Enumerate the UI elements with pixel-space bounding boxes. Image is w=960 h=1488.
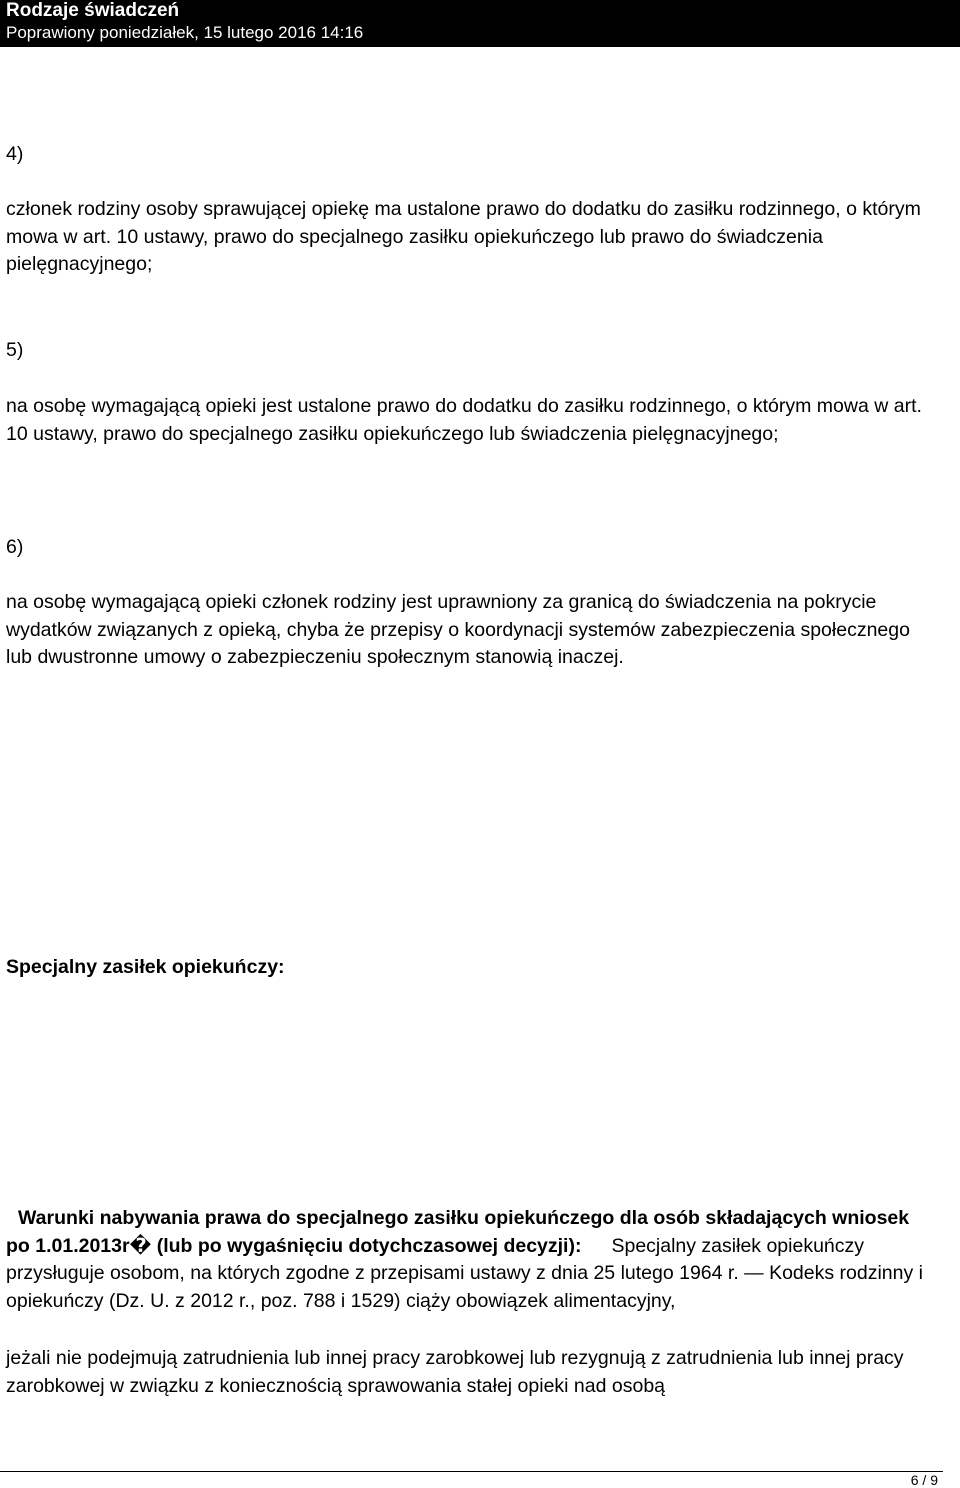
section-heading: Specjalny zasiłek opiekuńczy: bbox=[6, 956, 285, 978]
item-text: na osobę wymagającą opieki jest ustalone prawo do dodatku do zasiłku rodzinnego, o którym mowa w art. 10 ustawy, prawo do specjalnego zasiłku opiekuńczego lub świadczenia pielęgnacyjnego; bbox=[6, 395, 922, 445]
footer-divider bbox=[0, 1471, 943, 1472]
revision-date: Poprawiony poniedziałek, 15 lutego 2016 14:16 bbox=[6, 23, 364, 42]
item-text: na osobę wymagającą opieki członek rodziny jest uprawniony za granicą do świadczenia na pokrycie wydatków związanych z opieką, chyba że przepisy o koordynacji systemów zabezpieczenia społecznego lub dwustronne umowy o zabezpieczeniu społecznym stanowią inaczej. bbox=[6, 591, 910, 668]
item-number: 6) bbox=[6, 536, 24, 558]
item-number: 4) bbox=[6, 143, 24, 165]
item-number: 5) bbox=[6, 339, 24, 361]
conditions-text: Specjalny zasiłek opiekuńczy przysługuje osobom, na których zgodne z przepisami ustawy z dnia 25 lutego 1964 r. — Kodeks rodzinny i opiekuńczy (Dz. U. z 2012 r., poz. 788 i 1529) ciąży obowiązek alimentacyjny, bbox=[6, 1234, 923, 1312]
page-header bbox=[0, 0, 960, 47]
item-text: członek rodziny osoby sprawującej opiekę ma ustalone prawo do dodatku do zasiłku rodzinnego, o którym mowa w art. 10 ustawy, prawo do specjalnego zasiłku opiekuńczego lub prawo do świadczenia pielęgnacyjnego; bbox=[6, 198, 921, 275]
document-title: Rodzaje świadczeń bbox=[6, 0, 180, 21]
conditions-text-continued: jeżali nie podejmują zatrudnienia lub innej pracy zarobkowej lub rezygnują z zatrudnienia lub innej pracy zarobkowej w związku z koniecznością sprawowania stałej opieki nad osobą bbox=[6, 1347, 904, 1397]
conditions-paragraph bbox=[6, 1205, 936, 1315]
page-number: 6 / 9 bbox=[910, 1472, 938, 1488]
conditions-heading: Warunki nabywania prawa do specjalnego zasiłku opiekuńczego dla osób składających wniosek po 1.01.2013r� (lub po wygaśnięciu dotychczasowej decyzji): bbox=[6, 1207, 910, 1257]
